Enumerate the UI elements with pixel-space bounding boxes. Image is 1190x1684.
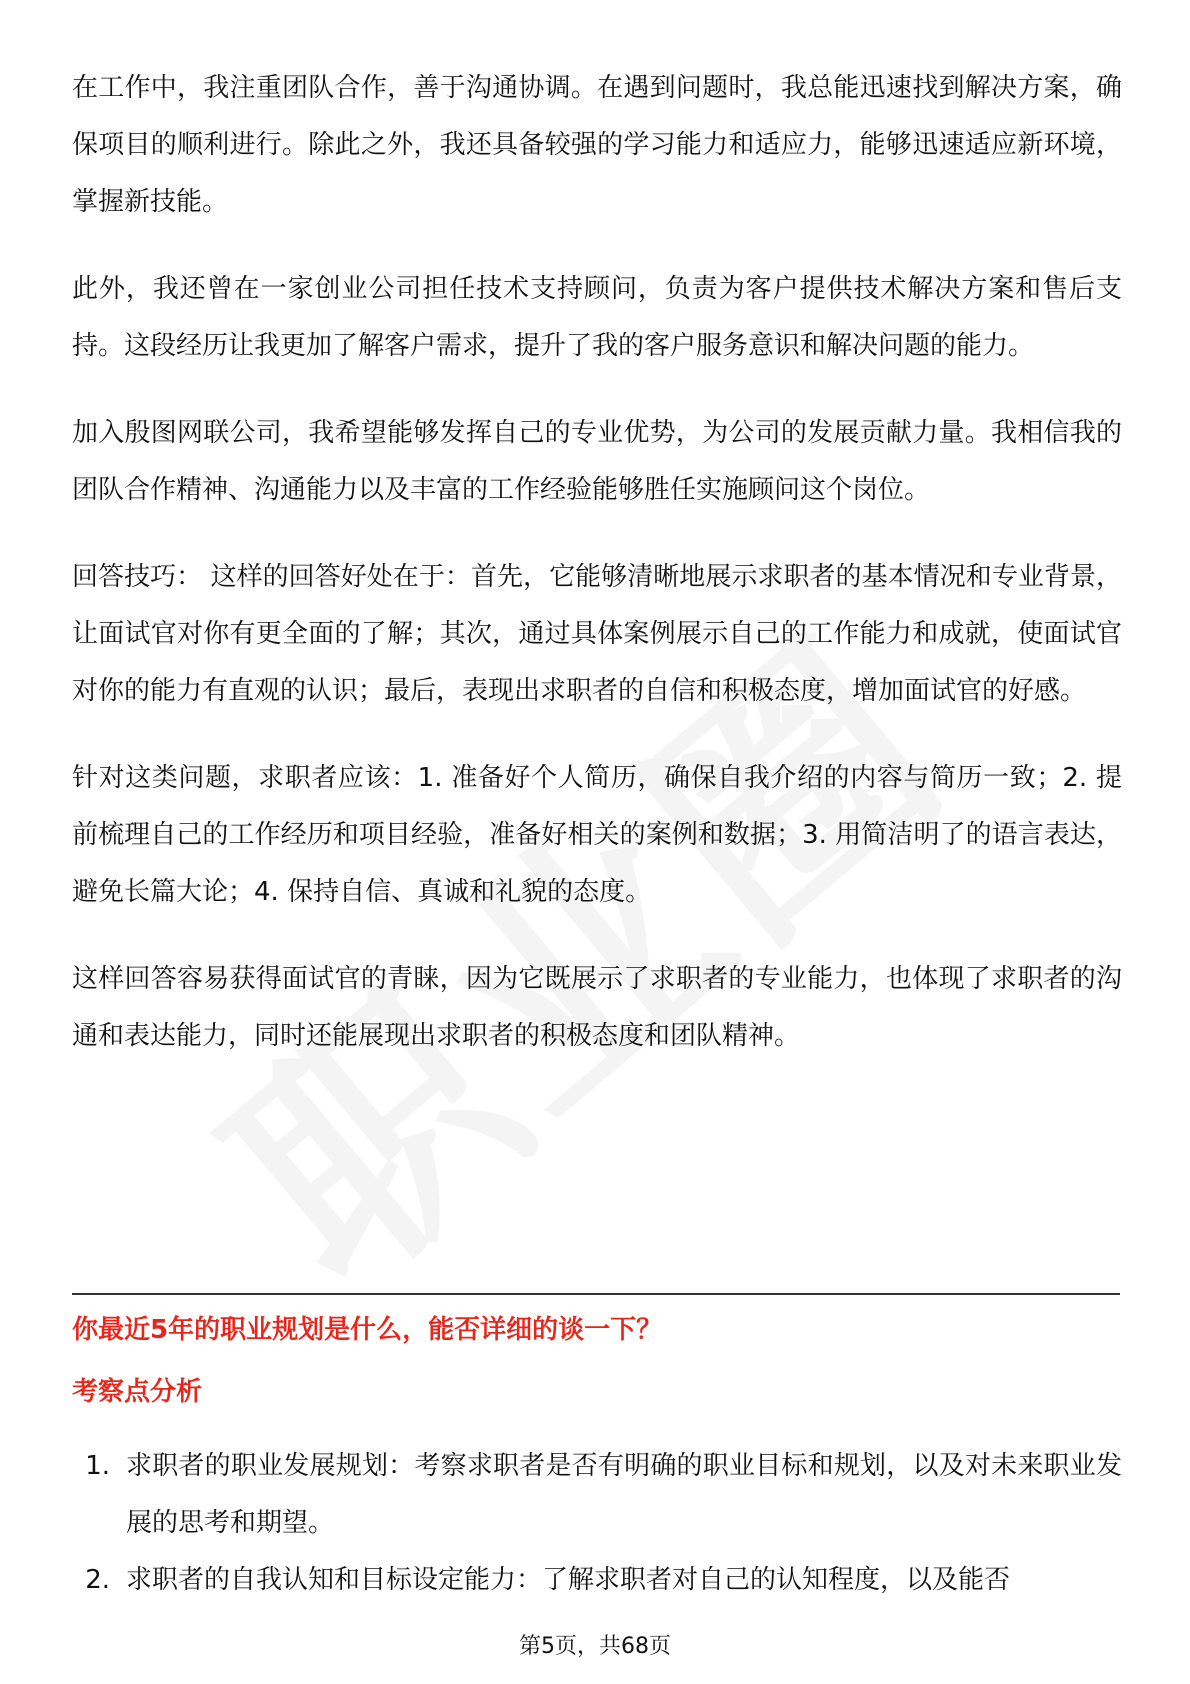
- analysis-heading: 考察点分析: [72, 1377, 203, 1407]
- paragraph-startup-experience: 此外，我还曾在一家创业公司担任技术支持顾问，负责为客户提供技术解决方案和售后支持。这段经历让我更加了解客户需求，提升了我的客户服务意识和解决问题的能力。: [72, 274, 1122, 361]
- list-item-text: 求职者的自我认知和目标设定能力：了解求职者对自己的认知程度，以及能否: [126, 1565, 1011, 1595]
- paragraph-conclusion: 这样回答容易获得面试官的青睐，因为它既展示了求职者的专业能力，也体现了求职者的沟通和表达能力，同时还能展现出求职者的积极态度和团队精神。: [72, 964, 1122, 1051]
- paragraph-advice: 针对这类问题，求职者应该：1. 准备好个人简历，确保自我介绍的内容与简历一致；2. 提前梳理自己的工作经历和项目经验，准备好相关的案例和数据；3. 用简洁明了的语言表达，避免长篇大论；4. 保持自信、真诚和礼貌的态度。: [72, 763, 1122, 907]
- paragraph-join-company: 加入殷图网联公司，我希望能够发挥自己的专业优势，为公司的发展贡献力量。我相信我的团队合作精神、沟通能力以及丰富的工作经验能够胜任实施顾问这个岗位。: [72, 418, 1122, 505]
- document-body: [72, 60, 1122, 1095]
- list-item-number: 2.: [85, 1565, 110, 1595]
- list-item: [72, 1438, 1122, 1552]
- question-heading: 你最近5年的职业规划是什么，能否详细的谈一下？: [72, 1315, 663, 1345]
- list-item: [72, 1552, 1122, 1609]
- section-divider: [72, 1293, 1120, 1295]
- analysis-list: [72, 1438, 1122, 1609]
- page-footer: 第5页，共68页: [519, 1634, 671, 1659]
- list-item-text: 求职者的职业发展规划：考察求职者是否有明确的职业目标和规划，以及对未来职业发展的思考和期望。: [126, 1451, 1122, 1538]
- list-item-number: 1.: [85, 1451, 110, 1481]
- paragraph-teamwork: 在工作中，我注重团队合作，善于沟通协调。在遇到问题时，我总能迅速找到解决方案，确保项目的顺利进行。除此之外，我还具备较强的学习能力和适应力，能够迅速适应新环境，掌握新技能。: [72, 73, 1122, 217]
- paragraph-answer-tips: 回答技巧： 这样的回答好处在于：首先，它能够清晰地展示求职者的基本情况和专业背景，让面试官对你有更全面的了解；其次，通过具体案例展示自己的工作能力和成就，使面试官对你的能力有直观的认识；最后，表现出求职者的自信和积极态度，增加面试官的好感。: [72, 562, 1122, 706]
